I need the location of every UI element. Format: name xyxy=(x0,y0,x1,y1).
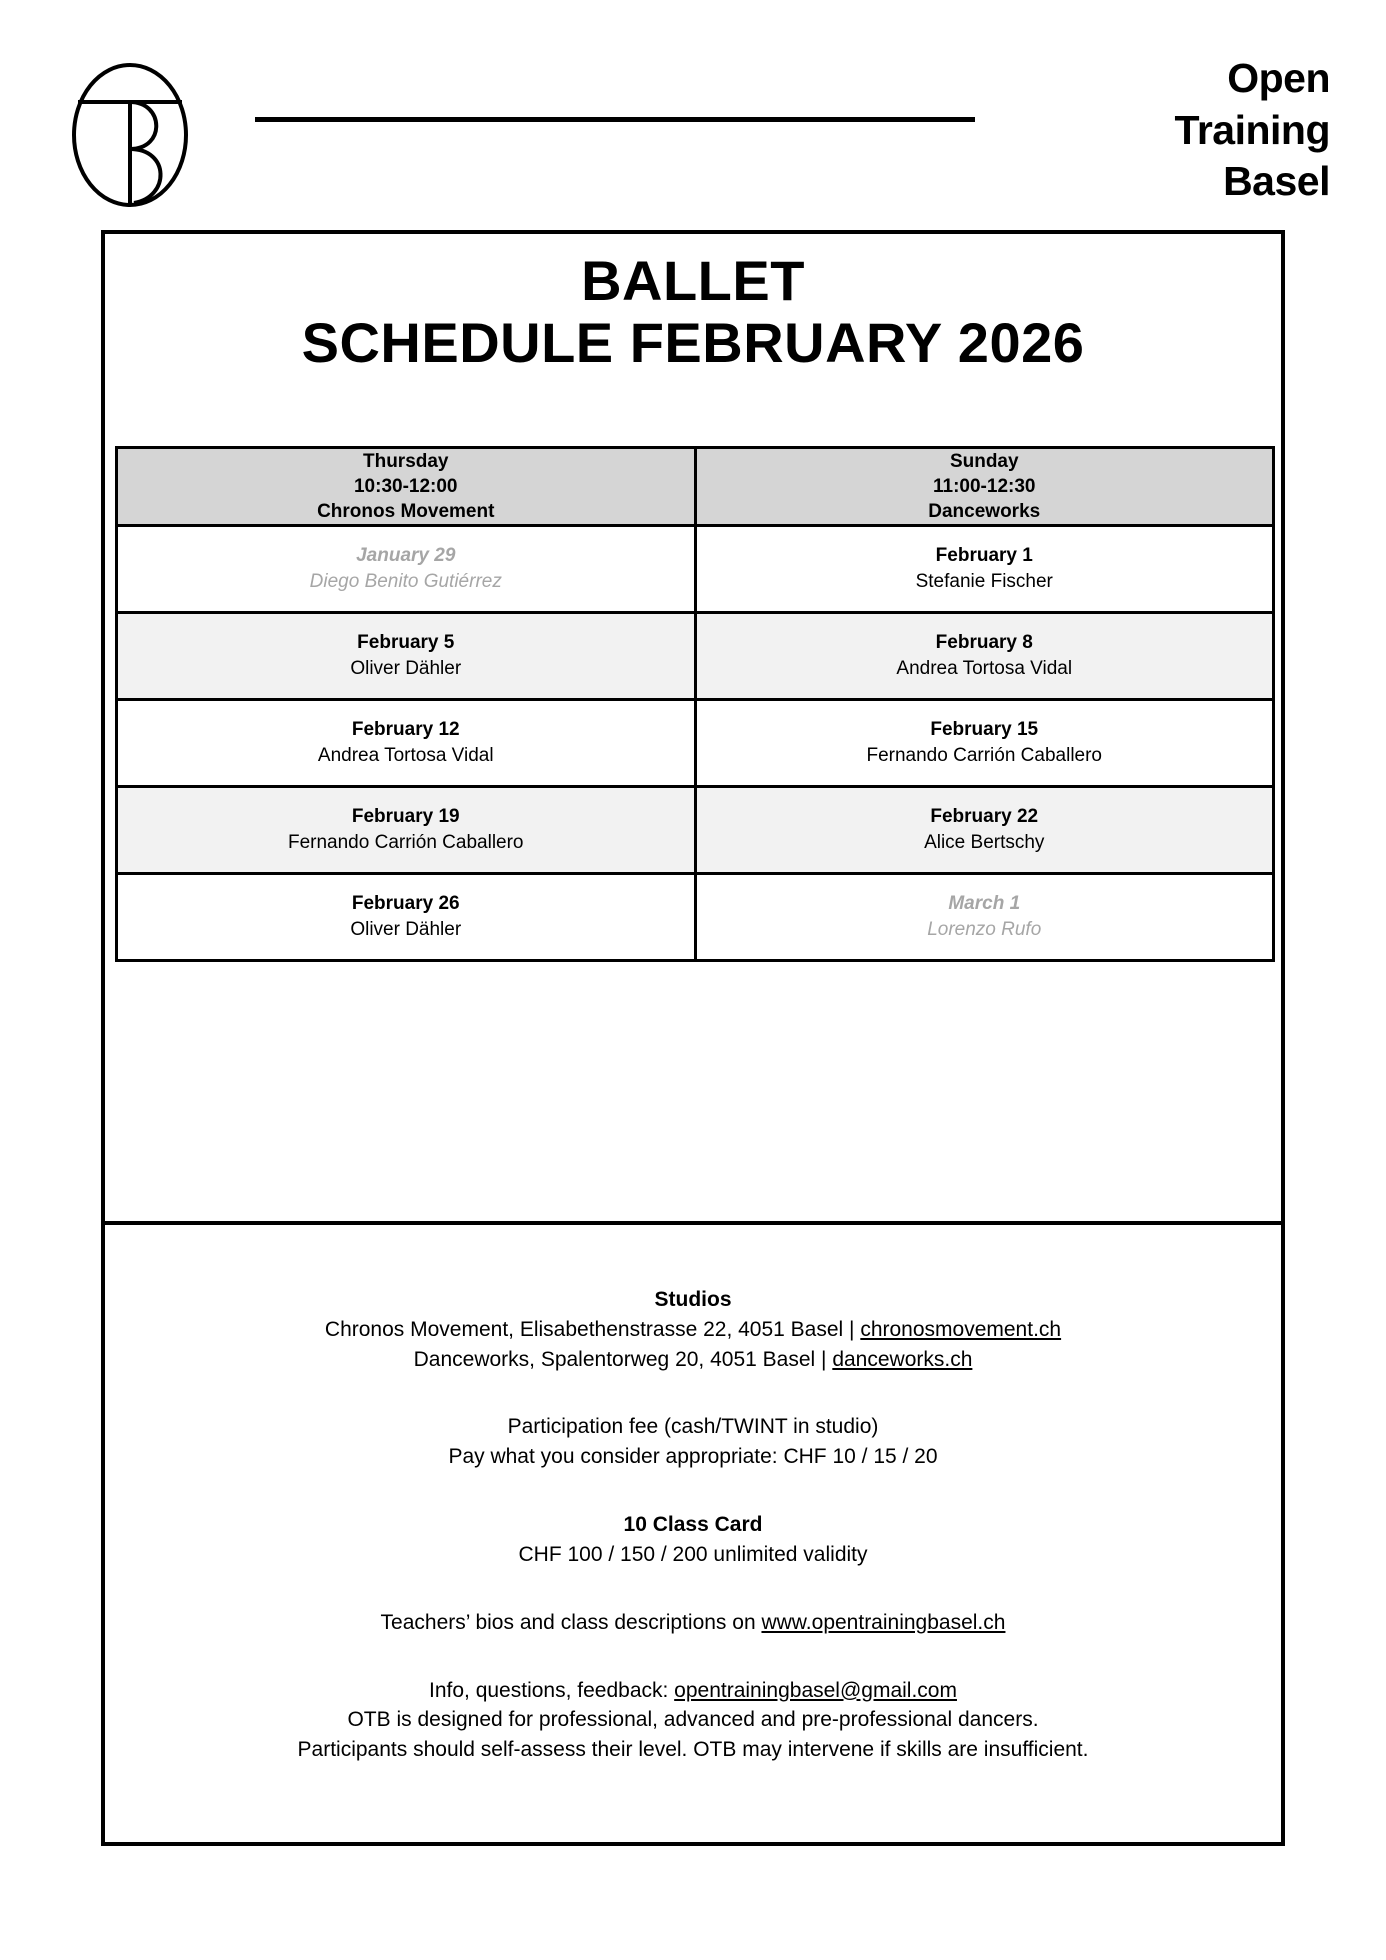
class-teacher: Fernando Carrión Caballero xyxy=(866,745,1102,767)
column-day: Thursday xyxy=(362,451,449,472)
class-slot xyxy=(117,874,696,961)
class-slot xyxy=(117,700,696,787)
class-teacher: Andrea Tortosa Vidal xyxy=(896,658,1073,680)
contact-line xyxy=(105,1676,1281,1706)
class-card-block xyxy=(105,1510,1281,1570)
class-teacher: Alice Bertschy xyxy=(924,832,1045,854)
page-header xyxy=(60,55,1330,230)
class-teacher: Stefanie Fischer xyxy=(915,571,1053,593)
card-heading: 10 Class Card xyxy=(623,1513,763,1537)
class-slot xyxy=(117,787,696,874)
fee-heading-line xyxy=(105,1412,1281,1442)
bios-heading: Teachers’ bios and class descriptions xyxy=(380,1610,727,1634)
class-slot xyxy=(695,787,1274,874)
spacer xyxy=(105,1570,1281,1608)
column-header-sunday xyxy=(695,448,1274,526)
class-slot xyxy=(117,526,696,613)
page-title-line-2: SCHEDULE FEBRUARY 2026 xyxy=(301,310,1085,374)
studio-2-link[interactable]: danceworks.ch xyxy=(832,1347,973,1371)
otb-monogram-logo-icon xyxy=(60,55,200,215)
brand-line-1: Open xyxy=(1227,55,1330,101)
class-date: February 12 xyxy=(351,719,460,741)
studio-2-address: Danceworks, Spalentorweg 20, 4051 Basel | xyxy=(413,1347,833,1371)
spacer xyxy=(105,1374,1281,1412)
class-teacher: Oliver Dähler xyxy=(350,658,462,680)
fee-heading-note: (cash/TWINT in studio) xyxy=(658,1415,879,1439)
class-date: March 1 xyxy=(948,893,1021,915)
table-row xyxy=(117,526,1274,613)
spacer xyxy=(105,1638,1281,1676)
class-slot xyxy=(117,613,696,700)
class-slot xyxy=(695,874,1274,961)
class-date: February 1 xyxy=(935,545,1033,567)
class-date: February 5 xyxy=(357,632,455,654)
column-studio: Danceworks xyxy=(928,501,1041,523)
class-slot xyxy=(695,526,1274,613)
class-teacher: Oliver Dähler xyxy=(350,919,462,941)
page-title xyxy=(105,249,1281,375)
table-row xyxy=(117,700,1274,787)
table-header-row xyxy=(117,448,1274,526)
table-row xyxy=(117,787,1274,874)
card-detail: CHF 100 / 150 / 200 unlimited validity xyxy=(518,1542,868,1566)
note-line-2: Participants should self-assess their level. OTB may intervene if skills are insufficient. xyxy=(297,1738,1089,1762)
schedule-table xyxy=(115,446,1275,962)
bios-block xyxy=(105,1608,1281,1638)
brand-line-3: Basel xyxy=(1223,158,1330,205)
class-date: February 26 xyxy=(351,893,460,915)
contact-heading: Info, questions, feedback: xyxy=(429,1678,675,1702)
brand-line-2: Training xyxy=(1174,106,1330,153)
fee-heading: Participation fee xyxy=(507,1415,659,1439)
studio-1-link[interactable]: chronosmovement.ch xyxy=(860,1317,1062,1341)
studio-line-1 xyxy=(105,1315,1281,1345)
fee-block xyxy=(105,1412,1281,1472)
class-teacher: Andrea Tortosa Vidal xyxy=(317,745,494,767)
class-teacher: Lorenzo Rufo xyxy=(927,919,1042,941)
bios-line xyxy=(105,1608,1281,1638)
class-date: February 22 xyxy=(930,806,1039,828)
column-time: 11:00-12:30 xyxy=(933,476,1036,498)
studios-heading: Studios xyxy=(654,1288,732,1311)
website-link[interactable]: www.opentrainingbasel.ch xyxy=(761,1610,1006,1634)
schedule-table-wrapper xyxy=(115,446,1275,962)
class-date: January 29 xyxy=(356,545,456,567)
bios-text: on xyxy=(726,1610,762,1634)
table-row xyxy=(117,874,1274,961)
class-slot xyxy=(695,700,1274,787)
spacer xyxy=(105,1472,1281,1510)
class-teacher: Diego Benito Gutiérrez xyxy=(309,571,502,593)
info-frame xyxy=(101,1221,1285,1846)
class-slot xyxy=(695,613,1274,700)
studio-line-2 xyxy=(105,1345,1281,1375)
class-date: February 19 xyxy=(351,806,460,828)
column-time: 10:30-12:00 xyxy=(353,476,458,498)
email-link[interactable]: opentrainingbasel@gmail.com xyxy=(674,1678,957,1702)
studio-1-address: Chronos Movement, Elisabethenstrasse 22, 4051 Basel | xyxy=(324,1317,861,1341)
class-date: February 8 xyxy=(935,632,1033,654)
column-day: Sunday xyxy=(949,451,1019,472)
brand-name xyxy=(810,53,1330,208)
class-date: February 15 xyxy=(930,719,1039,741)
studios-block xyxy=(105,1285,1281,1374)
column-studio: Chronos Movement xyxy=(317,501,495,523)
contact-block xyxy=(105,1676,1281,1765)
column-header-thursday xyxy=(117,448,696,526)
table-row xyxy=(117,613,1274,700)
page-title-line-1: BALLET xyxy=(581,249,805,312)
fee-detail: Pay what you consider appropriate: CHF 10 / 15 / 20 xyxy=(448,1445,938,1469)
note-line-1: OTB is designed for professional, advanced and pre-professional dancers. xyxy=(347,1708,1039,1732)
class-teacher: Fernando Carrión Caballero xyxy=(287,832,524,854)
